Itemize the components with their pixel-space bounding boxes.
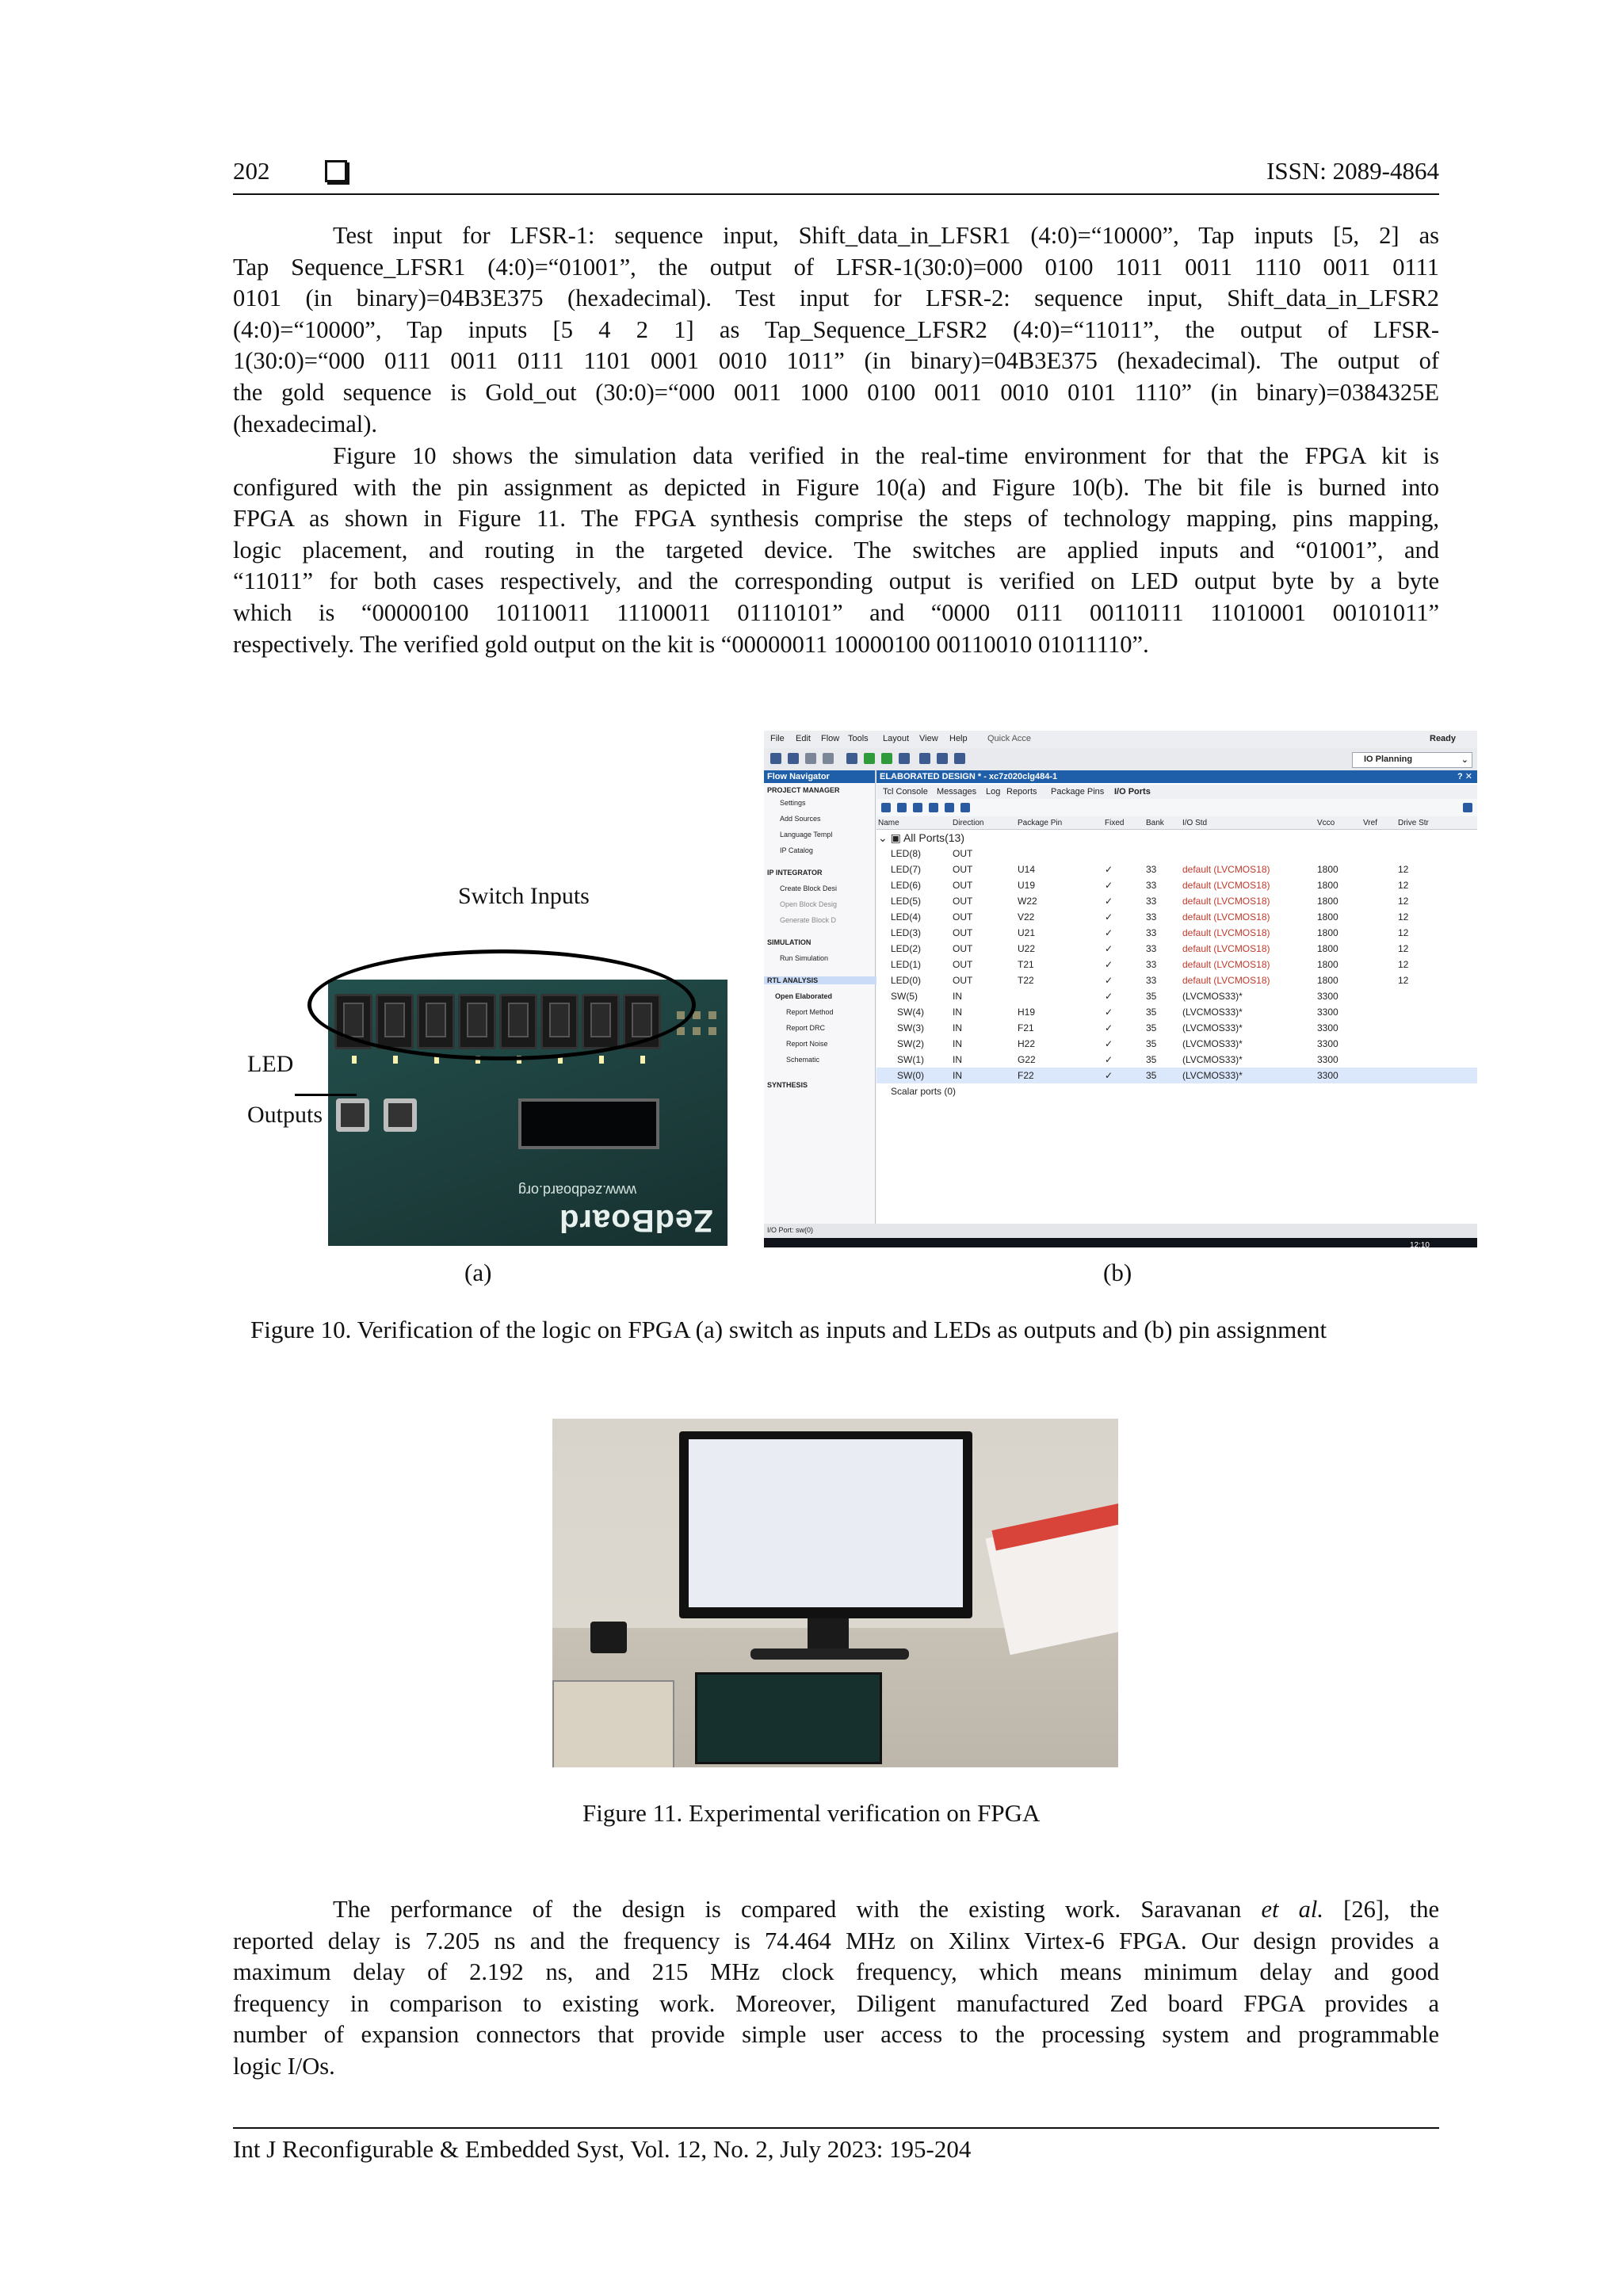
table-row[interactable] [876,972,1477,988]
tab-io-ports[interactable]: I/O Ports [1114,787,1151,797]
port-package-pin: T21 [1018,959,1034,970]
port-bank: 33 [1146,927,1157,938]
nav-ip-catalog[interactable]: IP Catalog [780,846,813,854]
p3-line: reported delay is 7.205 ns and the frequency is 74.464 MHz on Xilinx Virtex-6 FPGA. Our design provides a [233,1927,1439,1954]
nav-report-methodology[interactable]: Report Method [786,1008,834,1016]
figure-10a-label: (a) [464,1259,492,1286]
outputs-label: Outputs [247,1102,323,1128]
menu-tools[interactable]: Tools [848,734,869,743]
port-drive: 12 [1398,959,1409,970]
footer-rule [233,2127,1439,2129]
report-icon[interactable] [919,753,930,764]
port-vcco: 3300 [1317,1007,1338,1018]
port-vref [1361,941,1396,957]
port-io-std: default (LVCMOS18) [1182,959,1270,970]
port-drive [1396,1020,1477,1036]
port-direction: IN [953,1022,962,1033]
push-button [336,1098,369,1132]
port-vcco: 3300 [1317,991,1338,1002]
copy-icon[interactable] [846,753,857,764]
port-drive: 12 [1398,880,1409,891]
port-vcco: 1800 [1317,896,1338,907]
vivado-screenshot [764,731,1477,1247]
nav-open-block-design[interactable]: Open Block Desig [780,900,838,908]
table-row[interactable] [876,1036,1477,1052]
flow-navigator-title [764,770,875,783]
port-direction: IN [953,1007,962,1018]
table-row[interactable] [876,988,1477,1004]
port-drive: 12 [1398,943,1409,954]
port-name: LED(5) [891,896,922,907]
col-bank[interactable]: Bank [1144,816,1181,830]
port-io-std: default (LVCMOS18) [1182,896,1270,907]
port-io-std: (LVCMOS33)* [1182,1054,1243,1065]
nav-language-templates[interactable]: Language Templ [780,831,833,839]
port-vcco: 3300 [1317,1022,1338,1033]
port-name: LED(2) [891,943,922,954]
status-bar [764,1224,1477,1238]
port-fixed: ✓ [1105,959,1113,970]
gear-icon[interactable] [937,753,948,764]
p3-line: logic I/Os. [233,2052,335,2080]
port-io-std: (LVCMOS33)* [1182,1007,1243,1018]
port-package-pin [1016,846,1103,861]
port-direction: IN [953,991,962,1002]
port-vref [1361,1020,1396,1036]
port-package-pin: U22 [1018,943,1036,954]
port-vref [1361,909,1396,925]
p3-line: frequency in comparison to existing work. Moreover, Diligent manufactured Zed board FPGA provides a [233,1989,1439,2017]
tab-reports[interactable]: Reports [1006,787,1037,797]
col-io-std[interactable]: I/O Std [1181,816,1316,830]
port-vref [1361,988,1396,1004]
nav-simulation[interactable]: SIMULATION [767,938,812,946]
port-vref [1361,1052,1396,1068]
port-io-std: default (LVCMOS18) [1182,864,1270,875]
port-fixed: ✓ [1105,896,1113,907]
port-io-std: default (LVCMOS18) [1182,943,1270,954]
port-bank: 33 [1146,943,1157,954]
port-direction: OUT [953,927,973,938]
quick-access[interactable]: Quick Acce [987,734,1032,743]
tab-messages[interactable]: Messages [937,787,977,797]
port-fixed [1103,846,1144,861]
switch-ellipse [307,949,696,1060]
table-row[interactable] [876,925,1477,941]
p3-line: maximum delay of 2.192 ns, and 215 MHz clock frequency, which means minimum delay and good [233,1958,1439,1986]
port-name: SW(1) [897,1054,924,1065]
figure-10-caption: Figure 10. Verification of the logic on FPGA (a) switch as inputs and LEDs as outputs and (b) pin assignment [250,1316,1327,1343]
port-fixed: ✓ [1105,975,1113,986]
port-name: LED(8) [891,848,922,859]
nav-open-elaborated-design[interactable]: Open Elaborated [775,992,833,1000]
led [640,1056,645,1064]
redo-icon[interactable] [823,753,834,764]
port-io-std [1181,846,1316,861]
port-name: SW(4) [897,1007,924,1018]
port-package-pin: U14 [1018,864,1036,875]
tab-package-pins[interactable]: Package Pins [1051,787,1105,797]
port-package-pin: F21 [1018,1022,1034,1033]
collapse-icon[interactable] [897,803,907,812]
menu-bar [764,731,1477,748]
switch-inputs-label: Switch Inputs [458,883,590,909]
port-bank: 35 [1144,1068,1181,1083]
port-fixed: ✓ [1105,1054,1113,1065]
header-pin [693,1027,701,1035]
menu-file[interactable]: File [770,734,785,743]
main-toolbar [764,748,1477,771]
table-row[interactable] [876,1004,1477,1020]
port-name: LED(4) [891,911,922,923]
p1-line: (hexadecimal). [233,410,378,437]
figure-11-photo [552,1419,1118,1767]
port-direction: IN [953,1054,962,1065]
port-io-std: default (LVCMOS18) [1182,880,1270,891]
p3-line: The performance of the design is compared with the existing work. Saravanan et al. [26], the [333,1896,1439,1923]
table-row[interactable] [876,877,1477,893]
port-fixed: ✓ [1105,880,1113,891]
scalar-ports-label: Scalar ports (0) [891,1086,957,1097]
port-package-pin: H19 [1018,1007,1036,1018]
all-ports-label: All Ports(13) [903,831,964,844]
port-name: SW(0) [876,1068,951,1083]
p1-line: 0101 (in binary)=04B3E375 (hexadecimal). Test input for LFSR-2: sequence input, Shift_data_in_LFSR2 [233,285,1439,312]
nav-schematic[interactable]: Schematic [786,1056,820,1064]
step-icon[interactable] [899,753,910,764]
ports-toolbar [876,799,1477,817]
save-icon[interactable] [788,753,799,764]
port-direction: IN [953,1038,962,1049]
table-row[interactable] [876,941,1477,957]
tab-log[interactable]: Log [986,787,1001,797]
port-package-pin: U21 [1018,927,1036,938]
led [599,1056,604,1064]
p1-line: Test input for LFSR-1: sequence input, Shift_data_in_LFSR1 (4:0)=“10000”, Tap inputs [5, 2] as [333,222,1439,249]
port-name: LED(7) [891,864,922,875]
port-bank: 35 [1146,1007,1157,1018]
p1-line: the gold sequence is Gold_out (30:0)=“000 0011 1000 0100 0011 0010 0101 1110” (in binary)=0384325E [233,378,1439,406]
col-drive-strength[interactable]: Drive Str [1396,816,1477,830]
p2-line: which is “00000100 10110011 11100011 01110101” and “0000 0111 00110111 11010001 00101011” [233,598,1439,626]
port-fixed: ✓ [1105,1022,1113,1033]
layout-select[interactable] [1352,752,1472,768]
port-io-std: (LVCMOS33)* [1181,1068,1316,1083]
program-icon[interactable] [881,753,892,764]
port-io-std: default (LVCMOS18) [1182,975,1270,986]
col-vcco[interactable]: Vcco [1316,816,1361,830]
port-vcco: 1800 [1317,880,1338,891]
nav-run-simulation[interactable]: Run Simulation [780,954,829,962]
col-vref[interactable]: Vref [1361,816,1396,830]
col-name[interactable]: Name [876,816,951,830]
p2-line: “11011” for both cases respectively, and the corresponding output is verified on LED output byte by a byte [233,567,1439,595]
port-name: LED(3) [891,927,922,938]
p2-line: FPGA as shown in Figure 11. The FPGA synthesis comprise the steps of technology mapping, pins mapping, [233,505,1439,533]
port-fixed: ✓ [1105,864,1113,875]
port-package-pin [1016,988,1103,1004]
p1-line: (4:0)=“10000”, Tap inputs [5 4 2 1] as Tap_Sequence_LFSR2 (4:0)=“11011”, the output of LFSR- [233,315,1439,343]
port-direction: OUT [953,959,973,970]
new-icon[interactable] [770,753,781,764]
monitor-stand [808,1618,849,1650]
port-fixed: ✓ [1105,911,1113,923]
table-row[interactable] [876,893,1477,909]
port-vcco: 1800 [1317,911,1338,923]
nav-generate-block-design[interactable]: Generate Block D [780,916,837,924]
ready-status: Ready [1430,734,1457,743]
port-vref [1361,1068,1396,1083]
port-direction: IN [951,1068,1016,1083]
sigma-icon[interactable] [954,753,965,764]
board-brand: ZedBoard [559,1203,713,1238]
nav-rtl-analysis[interactable]: RTL ANALYSIS [764,976,878,984]
port-package-pin: U19 [1018,880,1036,891]
close-icon[interactable]: ? ✕ [1457,772,1472,781]
table-row[interactable] [876,846,1477,861]
p1-line: Tap Sequence_LFSR1 (4:0)=“01001”, the output of LFSR-1(30:0)=000 0100 1011 0011 1110 0011 0111 [233,253,1439,281]
port-vcco: 3300 [1317,1038,1338,1049]
port-package-pin: G22 [1018,1054,1036,1065]
run-icon[interactable] [864,753,875,764]
port-fixed: ✓ [1105,943,1113,954]
add-icon[interactable] [945,803,954,812]
port-direction: OUT [953,896,973,907]
port-bank: 35 [1146,991,1157,1002]
figure-11-caption: Figure 11. Experimental verification on FPGA [582,1799,1041,1827]
port-bank: 33 [1146,959,1157,970]
paragraph-1 [233,220,1439,440]
port-vcco: 1800 [1317,959,1338,970]
port-vref [1361,1036,1396,1052]
page-footer: Int J Reconfigurable & Embedded Syst, Vol. 12, No. 2, July 2023: 195-204 [233,2135,972,2163]
port-bank: 33 [1146,911,1157,923]
port-package-pin: V22 [1018,911,1035,923]
chevron-down-icon: ⌄ [1461,755,1468,765]
port-io-std: default (LVCMOS18) [1182,911,1270,923]
port-direction: OUT [953,911,973,923]
status-text: I/O Port: sw(0) [767,1226,814,1234]
header-rule [233,193,1439,195]
port-vref [1361,957,1396,972]
port-io-std: (LVCMOS33)* [1182,1022,1243,1033]
expand-icon[interactable] [913,803,922,812]
push-button [384,1098,417,1132]
io-planning-label: IO Planning [1364,755,1413,764]
port-direction: OUT [953,880,973,891]
port-vcco: 1800 [1317,864,1338,875]
taskbar [764,1238,1477,1247]
port-drive [1396,846,1477,861]
table-row[interactable] [876,957,1477,972]
paragraph-3 [233,1894,1439,2083]
port-bank: 35 [1146,1054,1157,1065]
power-strip [552,1680,674,1767]
menu-flow[interactable]: Flow [821,734,840,743]
port-package-pin: F22 [1016,1068,1103,1083]
issn: ISSN: 2089-4864 [1266,157,1439,185]
port-vref [1361,877,1396,893]
led-outputs-label [247,1048,323,1132]
p2-line: Figure 10 shows the simulation data verified in the real-time environment for that the FPGA kit is [333,442,1439,469]
table-header [876,816,1477,830]
nav-create-block-design[interactable]: Create Block Desi [780,884,838,892]
nav-project-manager[interactable]: PROJECT MANAGER [767,786,840,794]
menu-view[interactable]: View [919,734,938,743]
undo-icon[interactable] [805,753,816,764]
bottom-tabs [876,785,1477,800]
port-package-pin: H22 [1018,1038,1036,1049]
port-drive [1396,988,1477,1004]
port-bank: 35 [1146,1022,1157,1033]
port-drive: 12 [1398,975,1409,986]
header-pin [708,1027,716,1035]
page-header [233,157,1439,193]
port-name: LED(1) [891,959,922,970]
port-drive [1396,1068,1477,1083]
figure-10b-label: (b) [1103,1259,1132,1286]
port-package-pin: W22 [1018,896,1037,907]
port-vref [1361,893,1396,909]
port-vref [1361,861,1396,877]
scalar-ports-row[interactable] [876,1083,1477,1099]
port-fixed: ✓ [1103,1068,1144,1083]
fpga-kit [695,1672,882,1764]
monitor-base [750,1648,909,1660]
port-name: LED(6) [891,880,922,891]
port-vcco: 3300 [1316,1068,1361,1083]
next-icon[interactable] [960,803,970,812]
led [393,1056,398,1064]
port-direction: OUT [953,943,973,954]
design-title-bar [876,770,1477,783]
elaborated-design-panel [876,770,1477,1233]
nav-settings[interactable]: Settings [780,799,806,807]
p2-line: logic placement, and routing in the targeted device. The switches are applied inputs and “01001”, and [233,536,1439,563]
monitor-screen [689,1439,963,1607]
led-label: LED [247,1051,294,1077]
port-drive: 12 [1398,896,1409,907]
nav-ip-integrator[interactable]: IP INTEGRATOR [767,869,823,877]
flow-navigator [764,770,876,1233]
oled-display [518,1098,659,1149]
col-package-pin[interactable]: Package Pin [1016,816,1103,830]
port-vcco: 1800 [1317,927,1338,938]
port-io-std: (LVCMOS33)* [1182,1038,1243,1049]
page-number: 202 [233,157,270,185]
menu-help[interactable]: Help [949,734,968,743]
port-fixed: ✓ [1105,991,1113,1002]
tab-tcl-console[interactable]: Tcl Console [883,787,928,797]
port-fixed: ✓ [1105,927,1113,938]
port-vcco: 3300 [1317,1054,1338,1065]
port-fixed: ✓ [1105,1007,1113,1018]
port-io-std: (LVCMOS33)* [1182,991,1243,1002]
port-drive [1396,1052,1477,1068]
port-name: LED(0) [891,975,922,986]
nav-report-noise[interactable]: Report Noise [786,1040,828,1048]
table-row[interactable] [876,1068,1477,1083]
port-bank: 35 [1146,1038,1157,1049]
p3-line: number of expansion connectors that provide simple user access to the processing system and programmable [233,2021,1439,2049]
nav-add-sources[interactable]: Add Sources [780,815,821,823]
port-fixed: ✓ [1105,1038,1113,1049]
port-drive: 12 [1398,927,1409,938]
all-ports-row[interactable]: ⌄ ▣ All Ports(13) [878,831,964,844]
clock: 12:10 [1409,1241,1430,1247]
nav-synthesis[interactable]: SYNTHESIS [767,1081,808,1089]
power-adapter [590,1622,627,1653]
port-bank: 33 [1146,864,1157,875]
port-vref [1361,925,1396,941]
port-drive [1396,1004,1477,1020]
port-name: SW(2) [897,1038,924,1049]
port-vcco [1316,846,1361,861]
square-icon [325,160,347,182]
port-name: SW(3) [897,1022,924,1033]
nav-report-drc[interactable]: Report DRC [786,1024,826,1032]
port-vref [1361,972,1396,988]
design-title: ELABORATED DESIGN * - xc7z020clg484-1 [880,772,1058,781]
port-drive [1396,1036,1477,1052]
header-pin [677,1027,685,1035]
port-bank: 33 [1146,880,1157,891]
port-direction: OUT [953,864,973,875]
port-direction: OUT [953,975,973,986]
table-row[interactable] [876,1020,1477,1036]
table-row[interactable] [876,909,1477,925]
port-drive: 12 [1398,864,1409,875]
p2-line: respectively. The verified gold output on the kit is “00000011 10000100 00110010 01011110”. [233,630,1149,658]
col-fixed[interactable]: Fixed [1103,816,1144,830]
port-direction: OUT [953,848,973,859]
group-icon[interactable] [929,803,938,812]
port-vcco: 1800 [1317,975,1338,986]
board-url: www.zedboard.org [518,1182,637,1198]
table-row[interactable] [876,1052,1477,1068]
port-bank: 33 [1146,975,1157,986]
port-bank [1144,846,1181,861]
port-package-pin: T22 [1018,975,1034,986]
menu-layout[interactable]: Layout [883,734,910,743]
io-ports-table [876,816,1477,1099]
port-vref [1361,846,1396,861]
col-direction[interactable]: Direction [951,816,1016,830]
p1-line: 1(30:0)=“000 0111 0011 0111 1101 0001 0010 1011” (in binary)=04B3E375 (hexadecimal). The output of [233,347,1439,375]
flow-navigator-label: Flow Navigator [767,772,830,781]
port-name: SW(5) [891,991,918,1002]
gear-icon[interactable] [1463,803,1472,812]
menu-edit[interactable]: Edit [796,734,811,743]
led [352,1056,357,1064]
port-vcco: 1800 [1317,943,1338,954]
port-drive: 12 [1398,911,1409,923]
port-io-std: default (LVCMOS18) [1182,927,1270,938]
port-bank: 33 [1146,896,1157,907]
search-icon[interactable] [881,803,891,812]
header-pin [708,1011,716,1019]
paragraph-2 [233,441,1439,660]
port-vref [1361,1004,1396,1020]
p2-line: configured with the pin assignment as depicted in Figure 10(a) and Figure 10(b). The bit file is burned into [233,473,1439,501]
led-pointer-line [295,1094,357,1096]
table-row[interactable] [876,861,1477,877]
